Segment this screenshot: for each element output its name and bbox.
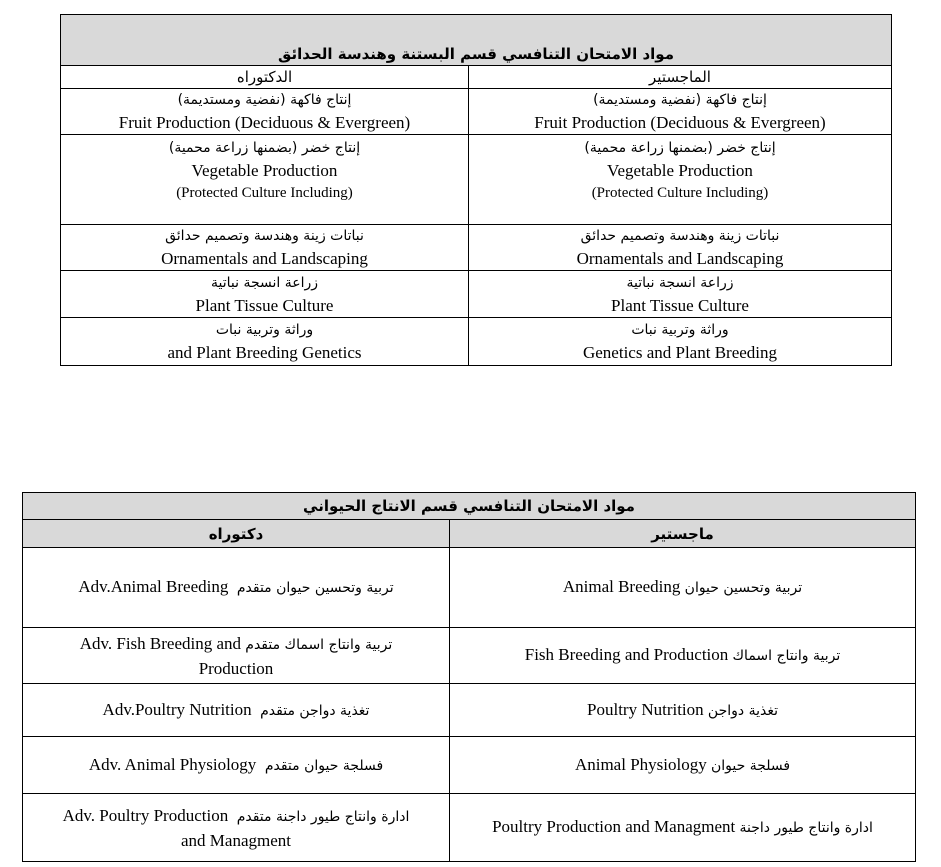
table-cell: وراثة وتربية نبات and Plant Breeding Genetics: [61, 318, 469, 366]
doctorate-header: دكتوراه: [23, 520, 450, 548]
table-cell: زراعة انسجة نباتية Plant Tissue Culture: [61, 271, 469, 318]
table-cell: إنتاج خضر (بضمنها زراعة محمية) Vegetable Production (Protected Culture Including): [469, 135, 892, 225]
animal-production-exam-table: [22, 492, 916, 862]
table-cell: نباتات زينة وهندسة وتصميم حدائق Ornamentals and Landscaping: [469, 225, 892, 271]
table-cell: وراثة وتربية نبات Genetics and Plant Breeding: [469, 318, 892, 366]
table-cell: Animal Physiology فسلجة حيوان: [450, 737, 916, 794]
masters-header: الماجستير: [469, 66, 892, 89]
table-cell: زراعة انسجة نباتية Plant Tissue Culture: [469, 271, 892, 318]
table-cell: Fish Breeding and Production تربية وانتاج اسماك: [450, 628, 916, 684]
table-cell: Adv.Animal Breeding تربية وتحسين حيوان متقدم: [23, 548, 450, 628]
table-cell: Adv. Animal Physiology فسلجة حيوان متقدم: [23, 737, 450, 794]
table-cell: Poultry Nutrition تغذية دواجن: [450, 684, 916, 737]
table-cell: إنتاج فاكهة (نفضية ومستديمة) Fruit Production (Deciduous & Evergreen): [61, 89, 469, 135]
masters-header: ماجستير: [450, 520, 916, 548]
table-cell: إنتاج خضر (بضمنها زراعة محمية) Vegetable Production (Protected Culture Including): [61, 135, 469, 225]
table-cell: إنتاج فاكهة (نفضية ومستديمة) Fruit Production (Deciduous & Evergreen): [469, 89, 892, 135]
horticulture-title: مواد الامتحان التنافسي قسم البستنة وهندسة الحدائق: [61, 15, 892, 66]
table-cell: Adv. Poultry Production ادارة وانتاج طيور داجنة متقدم and Managment: [23, 794, 450, 862]
table-cell: Animal Breeding تربية وتحسين حيوان: [450, 548, 916, 628]
doctorate-header: الدكتوراه: [61, 66, 469, 89]
table-cell: Adv. Fish Breeding and تربية وانتاج اسماك متقدم Production: [23, 628, 450, 684]
horticulture-exam-table: [60, 14, 892, 366]
table-cell: نباتات زينة وهندسة وتصميم حدائق Ornamentals and Landscaping: [61, 225, 469, 271]
table-cell: Adv.Poultry Nutrition تغذية دواجن متقدم: [23, 684, 450, 737]
table-cell: Poultry Production and Managment ادارة وانتاج طيور داجنة: [450, 794, 916, 862]
animal-production-title: مواد الامتحان التنافسي قسم الانتاج الحيواني: [23, 493, 916, 520]
